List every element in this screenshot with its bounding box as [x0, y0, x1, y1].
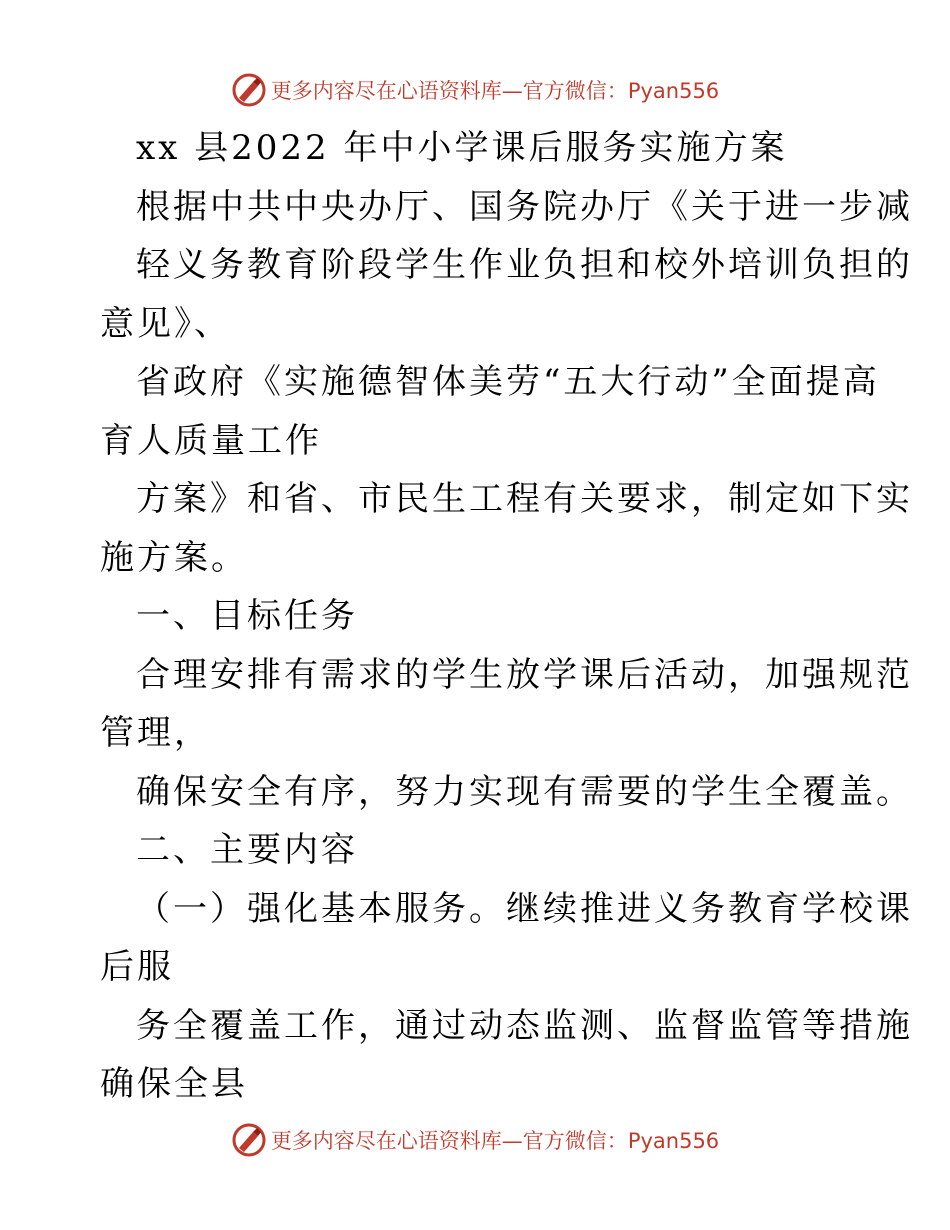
document-line: 后服: [100, 947, 174, 987]
document-line: 确保全县: [100, 1064, 248, 1104]
watermark-banner-top: [0, 70, 950, 110]
pen-logo-icon: [231, 1122, 267, 1158]
document-line: 管理，: [100, 713, 211, 753]
document-line: 根据中共中央办厅、国务院办厅《关于进一步减: [136, 186, 913, 227]
document-line: xx 县2022 年中小学课后服务实施方案: [136, 128, 788, 168]
pen-logo-icon: [231, 72, 267, 108]
document-line: 合理安排有需求的学生放学课后活动，加强规范: [136, 654, 913, 695]
document-line: 施方案。: [100, 537, 248, 578]
watermark-text: 更多内容尽在心语资料库—官方微信：Pyan556: [270, 79, 720, 103]
document-line: 省政府《实施德智体美劳“五大行动”全面提高: [136, 362, 880, 402]
document-line: （一）强化基本服务。继续推进义务教育学校课: [136, 888, 913, 929]
document-line: 育人质量工作: [100, 420, 322, 461]
document-line: 确保安全有序，努力实现有需要的学生全覆盖。: [136, 771, 913, 812]
document-line: 二、主要内容: [136, 830, 358, 870]
watermark-text: 更多内容尽在心语资料库—官方微信：Pyan556: [270, 1129, 720, 1153]
document-line: 一、目标任务: [136, 596, 358, 636]
document-line: 方案》和省、市民生工程有关要求，制定如下实: [136, 479, 913, 519]
document-line: 轻义务教育阶段学生作业负担和校外培训负担的: [136, 245, 913, 285]
document-line: 务全覆盖工作，通过动态监测、监督监管等措施: [136, 1005, 913, 1046]
document-line: 意见》、: [100, 303, 231, 344]
watermark-banner-bottom: [0, 1120, 950, 1160]
